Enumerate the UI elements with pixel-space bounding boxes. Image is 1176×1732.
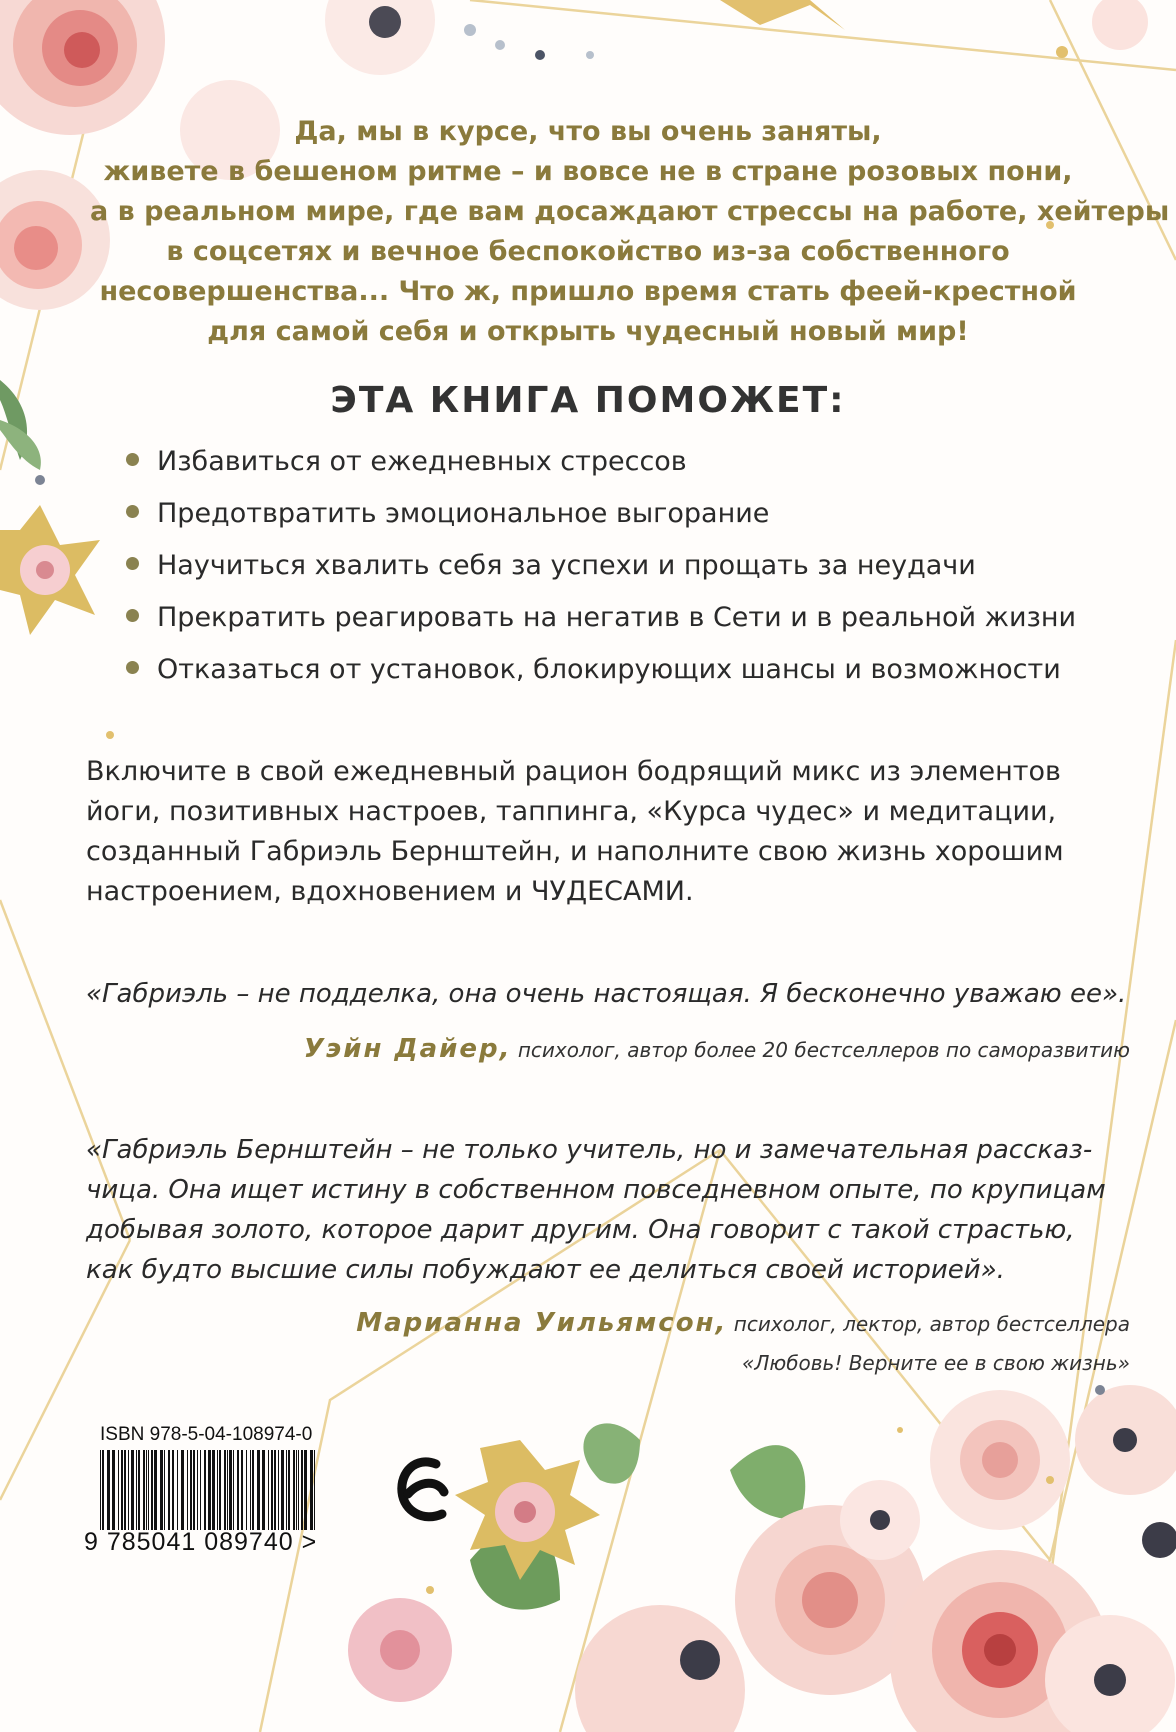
- helps-list: [126, 436, 1076, 696]
- quote-dyer: [86, 974, 1130, 1014]
- list-item-text: Отказаться от установок, блокирующих шансы и возможности: [157, 654, 1061, 685]
- list-item: [126, 436, 1076, 488]
- quote-author: Уэйн Дайер,: [303, 1034, 512, 1064]
- intro-line: в соцсетях и вечное беспокойство из-за собственного: [166, 236, 1010, 267]
- bullet-icon: [126, 661, 139, 674]
- quote-williamson: [86, 1130, 1130, 1290]
- list-item: [126, 540, 1076, 592]
- list-item-text: Прекратить реагировать на негатив в Сети и в реальной жизни: [157, 602, 1077, 633]
- intro-line: живете в бешеном ритме – и вовсе не в стране розовых пони,: [103, 156, 1073, 187]
- quote-attribution: [356, 1304, 1130, 1343]
- quote-line: как будто высшие силы побуждают ее делиться своей историей».: [86, 1255, 1005, 1285]
- quote-book-title: «Любовь! Верните ее в свою жизнь»: [741, 1351, 1130, 1375]
- quote-author-role: психолог, лектор, автор бестселлера: [733, 1312, 1130, 1336]
- bullet-icon: [126, 557, 139, 570]
- helps-heading: ЭТА КНИГА ПОМОЖЕТ:: [330, 380, 846, 421]
- quote-line: чица. Она ищет истину в собственном повседневном опыте, по крупицам: [86, 1175, 1106, 1205]
- list-item-text: Предотвратить эмоциональное выгорание: [157, 498, 770, 529]
- intro-text: [90, 112, 1170, 352]
- quote-line: «Габриэль – не подделка, она очень настоящая. Я бесконечно уважаю ее».: [86, 979, 1127, 1009]
- quote-line: добывая золото, которое дарит другим. Она говорит с такой страстью,: [86, 1215, 1075, 1245]
- intro-line: для самой себя и открыть чудесный новый мир!: [207, 316, 969, 347]
- intro-line: Да, мы в курсе, что вы очень заняты,: [294, 116, 882, 147]
- bullet-icon: [126, 453, 139, 466]
- quote-attribution: [304, 1030, 1130, 1069]
- body-line: йоги, позитивных настроев, таппинга, «Курса чудес» и медитации,: [86, 796, 1057, 827]
- quote-line: «Габриэль Бернштейн – не только учитель, но и замечательная рассказ-: [86, 1135, 1093, 1165]
- list-item: [126, 592, 1076, 644]
- publisher-logo-icon: [394, 1450, 450, 1536]
- bullet-icon: [126, 609, 139, 622]
- list-item-text: Научиться хвалить себя за успехи и прощать за неудачи: [157, 550, 976, 581]
- intro-line: а в реальном мире, где вам досаждают стрессы на работе, хейтеры: [90, 196, 1170, 227]
- isbn-label: ISBN 978-5-04-108974-0: [100, 1424, 313, 1445]
- body-line: настроением, вдохновением и ЧУДЕСАМИ.: [86, 876, 694, 907]
- body-line: созданный Габриэль Бернштейн, и наполните свою жизнь хорошим: [86, 836, 1064, 867]
- list-item: [126, 644, 1076, 696]
- body-text: [86, 752, 1096, 912]
- bullet-icon: [126, 505, 139, 518]
- quote-author: Марианна Уильямсон,: [356, 1308, 728, 1338]
- list-item-text: Избавиться от ежедневных стрессов: [157, 446, 687, 477]
- isbn-digits: 9 785041 089740 >: [84, 1528, 318, 1556]
- body-line: Включите в свой ежедневный рацион бодрящий микс из элементов: [86, 756, 1061, 787]
- list-item: [126, 488, 1076, 540]
- intro-line: несовершенства... Что ж, пришло время стать феей-крестной: [99, 276, 1077, 307]
- quote-author-role: психолог, автор более 20 бестселлеров по саморазвитию: [517, 1038, 1130, 1062]
